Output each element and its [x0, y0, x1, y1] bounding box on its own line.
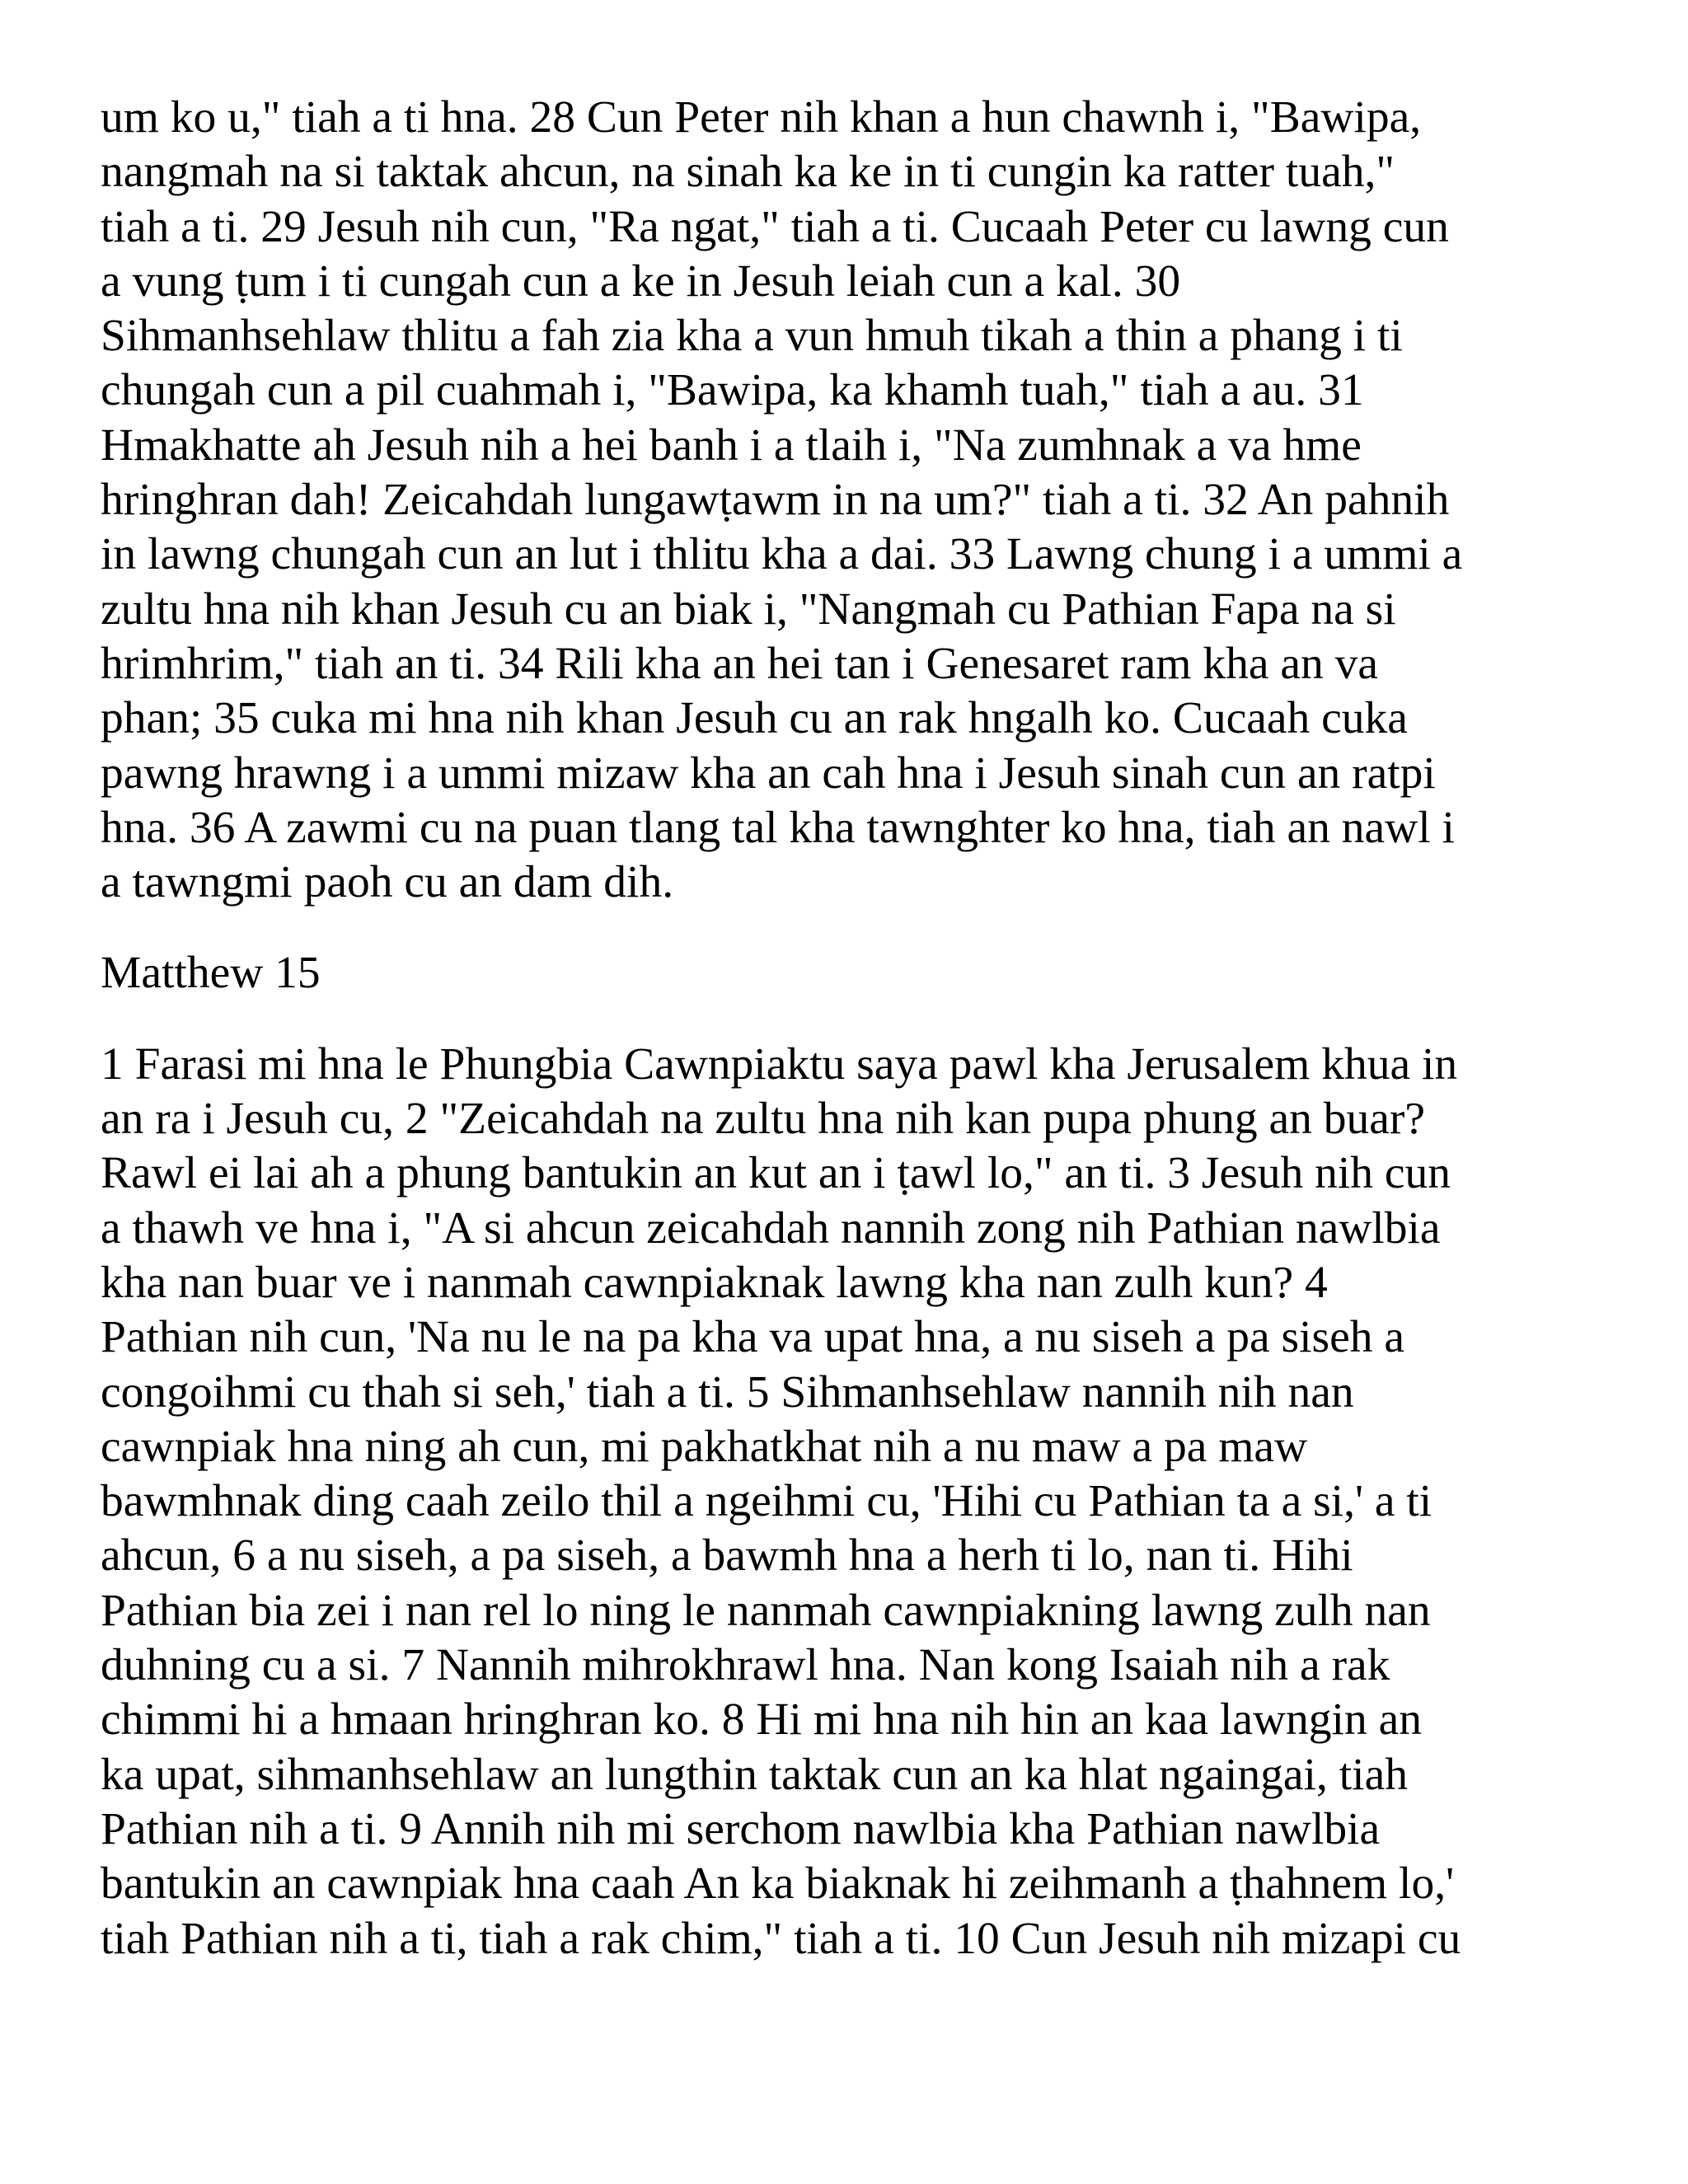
paragraph-matthew-15: [101, 1038, 1592, 1966]
text-line: a tawngmi paoh cu an dam dih.: [101, 857, 674, 908]
text-line: 1 Farasi mi hna le Phungbia Cawnpiaktu saya pawl kha Jerusalem khua in: [101, 1038, 1458, 1090]
text-line: duhning cu a si. 7 Nannih mihrokhrawl hna. Nan kong Isaiah nih a rak: [101, 1640, 1390, 1691]
text-line: zultu hna nih khan Jesuh cu an biak i, "Nangmah cu Pathian Fapa na si: [101, 583, 1396, 635]
text-line: hringhran dah! Zeicahdah lungawṭawm in na um?" tiah a ti. 32 An pahnih: [101, 475, 1450, 526]
text-line: cawnpiak hna ning ah cun, mi pakhatkhat nih a nu maw a pa maw: [101, 1421, 1308, 1472]
text-line: hna. 36 A zawmi cu na puan tlang tal kha tawnghter ko hna, tiah an nawl i: [101, 802, 1455, 853]
paragraph-matthew-14-end: [101, 91, 1592, 910]
text-line: Sihmanhsehlaw thlitu a fah zia kha a vun hmuh tikah a thin a phang i ti: [101, 311, 1403, 362]
text-line: bawmhnak ding caah zeilo thil a ngeihmi cu, 'Hihi cu Pathian ta a si,' a ti: [101, 1476, 1432, 1527]
text-line: nangmah na si taktak ahcun, na sinah ka ke in ti cungin ka ratter tuah,": [101, 147, 1395, 198]
text-line: Rawl ei lai ah a phung bantukin an kut an i ṭawl lo," an ti. 3 Jesuh nih cun: [101, 1148, 1451, 1199]
text-line: ka upat, sihmanhsehlaw an lungthin taktak cun an ka hlat ngaingai, tiah: [101, 1749, 1408, 1800]
paragraph-spacer: [101, 1001, 1592, 1038]
text-line: Pathian nih cun, 'Na nu le na pa kha va upat hna, a nu siseh a pa siseh a: [101, 1312, 1405, 1363]
text-line: tiah a ti. 29 Jesuh nih cun, "Ra ngat," tiah a ti. Cucaah Peter cu lawng cun: [101, 201, 1449, 252]
chapter-heading: [101, 946, 1592, 1001]
paragraph-spacer: [101, 910, 1592, 946]
text-line: chungah cun a pil cuahmah i, "Bawipa, ka khamh tuah," tiah a au. 31: [101, 365, 1364, 416]
text-line: Pathian bia zei i nan rel lo ning le nanmah cawnpiakning lawng zulh nan: [101, 1585, 1431, 1636]
text-line: a thawh ve hna i, "A si ahcun zeicahdah nannih zong nih Pathian nawlbia: [101, 1202, 1441, 1254]
text-line: tiah Pathian nih a ti, tiah a rak chim," tiah a ti. 10 Cun Jesuh nih mizapi cu: [101, 1913, 1461, 1964]
text-line: pawng hrawng i a ummi mizaw kha an cah hna i Jesuh sinah cun an ratpi: [101, 748, 1436, 799]
text-line: hrimhrim," tiah an ti. 34 Rili kha an hei tan i Genesaret ram kha an va: [101, 638, 1378, 689]
text-line: bantukin an cawnpiak hna caah An ka biaknak hi zeihmanh a ṭhahnem lo,': [101, 1858, 1455, 1910]
text-line: kha nan buar ve i nanmah cawnpiaknak lawng kha nan zulh kun? 4: [101, 1257, 1328, 1308]
text-line: in lawng chungah cun an lut i thlitu kha a dai. 33 Lawng chung i a ummi a: [101, 529, 1463, 580]
text-line: chimmi hi a hmaan hringhran ko. 8 Hi mi hna nih hin an kaa lawngin an: [101, 1694, 1422, 1746]
document-page: [101, 91, 1592, 1966]
text-line: an ra i Jesuh cu, 2 "Zeicahdah na zultu hna nih kan pupa phung an buar?: [101, 1094, 1425, 1145]
text-line: ahcun, 6 a nu siseh, a pa siseh, a bawmh hna a herh ti lo, nan ti. Hihi: [101, 1530, 1353, 1582]
text-line: um ko u," tiah a ti hna. 28 Cun Peter nih khan a hun chawnh i, "Bawipa,: [101, 92, 1422, 143]
text-line: a vung ṭum i ti cungah cun a ke in Jesuh leiah cun a kal. 30: [101, 255, 1181, 307]
text-line: Pathian nih a ti. 9 Annih nih mi serchom nawlbia kha Pathian nawlbia: [101, 1803, 1381, 1854]
text-line: Hmakhatte ah Jesuh nih a hei banh i a tlaih i, "Na zumhnak a va hme: [101, 419, 1362, 471]
chapter-heading-text: Matthew 15: [101, 948, 321, 999]
text-line: phan; 35 cuka mi hna nih khan Jesuh cu an rak hngalh ko. Cucaah cuka: [101, 693, 1408, 744]
text-line: congoihmi cu thah si seh,' tiah a ti. 5 Sihmanhsehlaw nannih nih nan: [101, 1366, 1354, 1418]
